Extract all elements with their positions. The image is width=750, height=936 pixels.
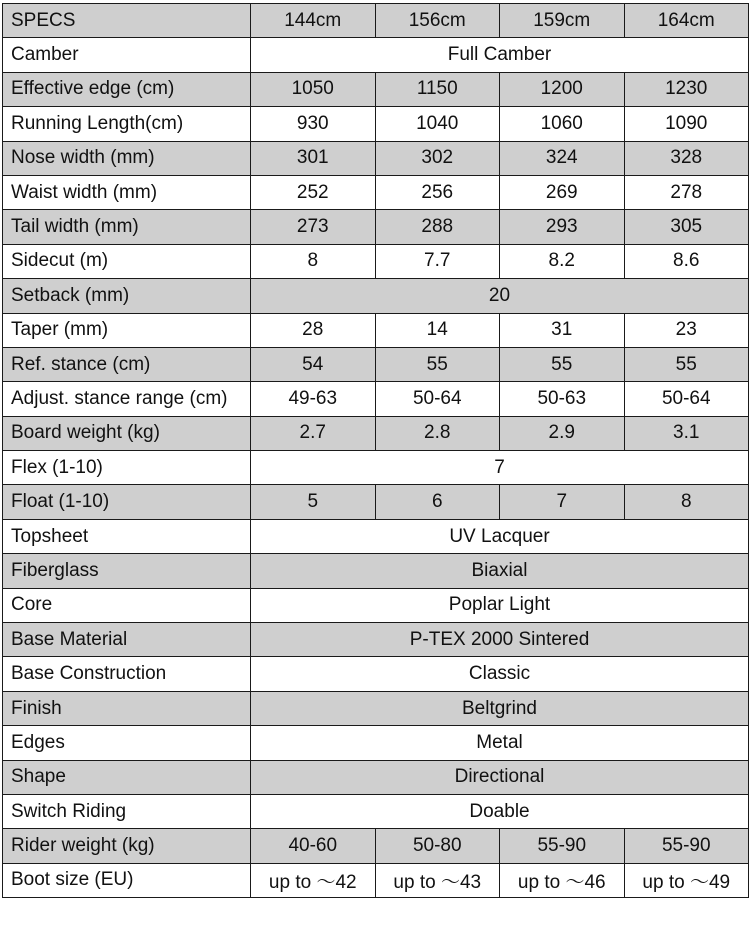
- row-value: 1150: [375, 72, 500, 106]
- row-value-all-sizes: Classic: [251, 657, 749, 691]
- row-value: 6: [375, 485, 500, 519]
- header-size-144: 144cm: [251, 4, 376, 38]
- row-value: 55-90: [500, 829, 625, 863]
- row-label: Tail width (mm): [3, 210, 251, 244]
- row-value-all-sizes: 7: [251, 451, 749, 485]
- table-row: [3, 588, 749, 622]
- row-value-all-sizes: Beltgrind: [251, 691, 749, 725]
- row-label: Board weight (kg): [3, 416, 251, 450]
- row-value: 55: [375, 347, 500, 381]
- row-value: 7: [500, 485, 625, 519]
- row-label: Camber: [3, 38, 251, 72]
- row-value: 256: [375, 175, 500, 209]
- table-row: [3, 829, 749, 863]
- row-value: 3.1: [624, 416, 749, 450]
- table-row: [3, 657, 749, 691]
- row-value: 324: [500, 141, 625, 175]
- row-value: up to ～42: [251, 863, 376, 897]
- row-value: 5: [251, 485, 376, 519]
- specs-table-body: [3, 4, 749, 898]
- table-row: [3, 175, 749, 209]
- table-row: [3, 382, 749, 416]
- table-row: [3, 72, 749, 106]
- table-row: [3, 38, 749, 72]
- table-row: [3, 244, 749, 278]
- row-value: 23: [624, 313, 749, 347]
- row-value: 273: [251, 210, 376, 244]
- table-row: [3, 279, 749, 313]
- specs-table: [2, 3, 749, 898]
- row-value: 49-63: [251, 382, 376, 416]
- row-value: 1090: [624, 107, 749, 141]
- row-label: Shape: [3, 760, 251, 794]
- row-label: Flex (1-10): [3, 451, 251, 485]
- row-label: Ref. stance (cm): [3, 347, 251, 381]
- row-value: 50-64: [624, 382, 749, 416]
- row-value-all-sizes: P-TEX 2000 Sintered: [251, 623, 749, 657]
- row-value: 8: [624, 485, 749, 519]
- header-size-156: 156cm: [375, 4, 500, 38]
- table-row: [3, 210, 749, 244]
- row-value-all-sizes: Doable: [251, 794, 749, 828]
- row-label: Base Construction: [3, 657, 251, 691]
- row-value: 278: [624, 175, 749, 209]
- row-value: 293: [500, 210, 625, 244]
- table-row: [3, 485, 749, 519]
- row-value: 40-60: [251, 829, 376, 863]
- table-row: [3, 726, 749, 760]
- row-label: Nose width (mm): [3, 141, 251, 175]
- row-label: Fiberglass: [3, 554, 251, 588]
- row-value: 8: [251, 244, 376, 278]
- header-label: SPECS: [3, 4, 251, 38]
- row-value: 7.7: [375, 244, 500, 278]
- row-value: 8.2: [500, 244, 625, 278]
- row-value: 1200: [500, 72, 625, 106]
- table-row: [3, 141, 749, 175]
- row-label: Base Material: [3, 623, 251, 657]
- row-value: 14: [375, 313, 500, 347]
- row-value: 2.8: [375, 416, 500, 450]
- row-value: 2.7: [251, 416, 376, 450]
- header-row: [3, 4, 749, 38]
- row-value: up to ～46: [500, 863, 625, 897]
- row-value: 305: [624, 210, 749, 244]
- row-value-all-sizes: Full Camber: [251, 38, 749, 72]
- row-value: 55: [500, 347, 625, 381]
- row-value: up to ～43: [375, 863, 500, 897]
- table-row: [3, 554, 749, 588]
- row-value: 1230: [624, 72, 749, 106]
- row-value: up to ～49: [624, 863, 749, 897]
- table-row: [3, 347, 749, 381]
- row-label: Switch Riding: [3, 794, 251, 828]
- row-label: Waist width (mm): [3, 175, 251, 209]
- table-row: [3, 863, 749, 897]
- table-row: [3, 794, 749, 828]
- header-size-159: 159cm: [500, 4, 625, 38]
- row-value: 50-64: [375, 382, 500, 416]
- row-value: 252: [251, 175, 376, 209]
- row-label: Sidecut (m): [3, 244, 251, 278]
- row-value: 50-80: [375, 829, 500, 863]
- table-row: [3, 760, 749, 794]
- table-row: [3, 691, 749, 725]
- row-value: 50-63: [500, 382, 625, 416]
- row-value-all-sizes: Poplar Light: [251, 588, 749, 622]
- row-value: 1050: [251, 72, 376, 106]
- row-value: 269: [500, 175, 625, 209]
- row-label: Taper (mm): [3, 313, 251, 347]
- row-value: 1060: [500, 107, 625, 141]
- row-value: 930: [251, 107, 376, 141]
- row-label: Float (1-10): [3, 485, 251, 519]
- row-label: Setback (mm): [3, 279, 251, 313]
- row-label: Boot size (EU): [3, 863, 251, 897]
- row-value-all-sizes: 20: [251, 279, 749, 313]
- table-row: [3, 107, 749, 141]
- row-value: 1040: [375, 107, 500, 141]
- row-value-all-sizes: Directional: [251, 760, 749, 794]
- row-value: 288: [375, 210, 500, 244]
- row-value: 328: [624, 141, 749, 175]
- row-value: 54: [251, 347, 376, 381]
- row-label: Effective edge (cm): [3, 72, 251, 106]
- row-value: 31: [500, 313, 625, 347]
- header-size-164: 164cm: [624, 4, 749, 38]
- row-value: 301: [251, 141, 376, 175]
- table-row: [3, 451, 749, 485]
- row-value: 28: [251, 313, 376, 347]
- table-row: [3, 313, 749, 347]
- row-label: Edges: [3, 726, 251, 760]
- table-row: [3, 519, 749, 553]
- row-value-all-sizes: UV Lacquer: [251, 519, 749, 553]
- row-label: Rider weight (kg): [3, 829, 251, 863]
- row-value: 55: [624, 347, 749, 381]
- row-value: 55-90: [624, 829, 749, 863]
- row-value-all-sizes: Metal: [251, 726, 749, 760]
- row-label: Topsheet: [3, 519, 251, 553]
- row-label: Core: [3, 588, 251, 622]
- row-value: 302: [375, 141, 500, 175]
- row-label: Adjust. stance range (cm): [3, 382, 251, 416]
- row-label: Running Length(cm): [3, 107, 251, 141]
- row-value: 8.6: [624, 244, 749, 278]
- row-value: 2.9: [500, 416, 625, 450]
- table-row: [3, 416, 749, 450]
- row-label: Finish: [3, 691, 251, 725]
- table-row: [3, 623, 749, 657]
- row-value-all-sizes: Biaxial: [251, 554, 749, 588]
